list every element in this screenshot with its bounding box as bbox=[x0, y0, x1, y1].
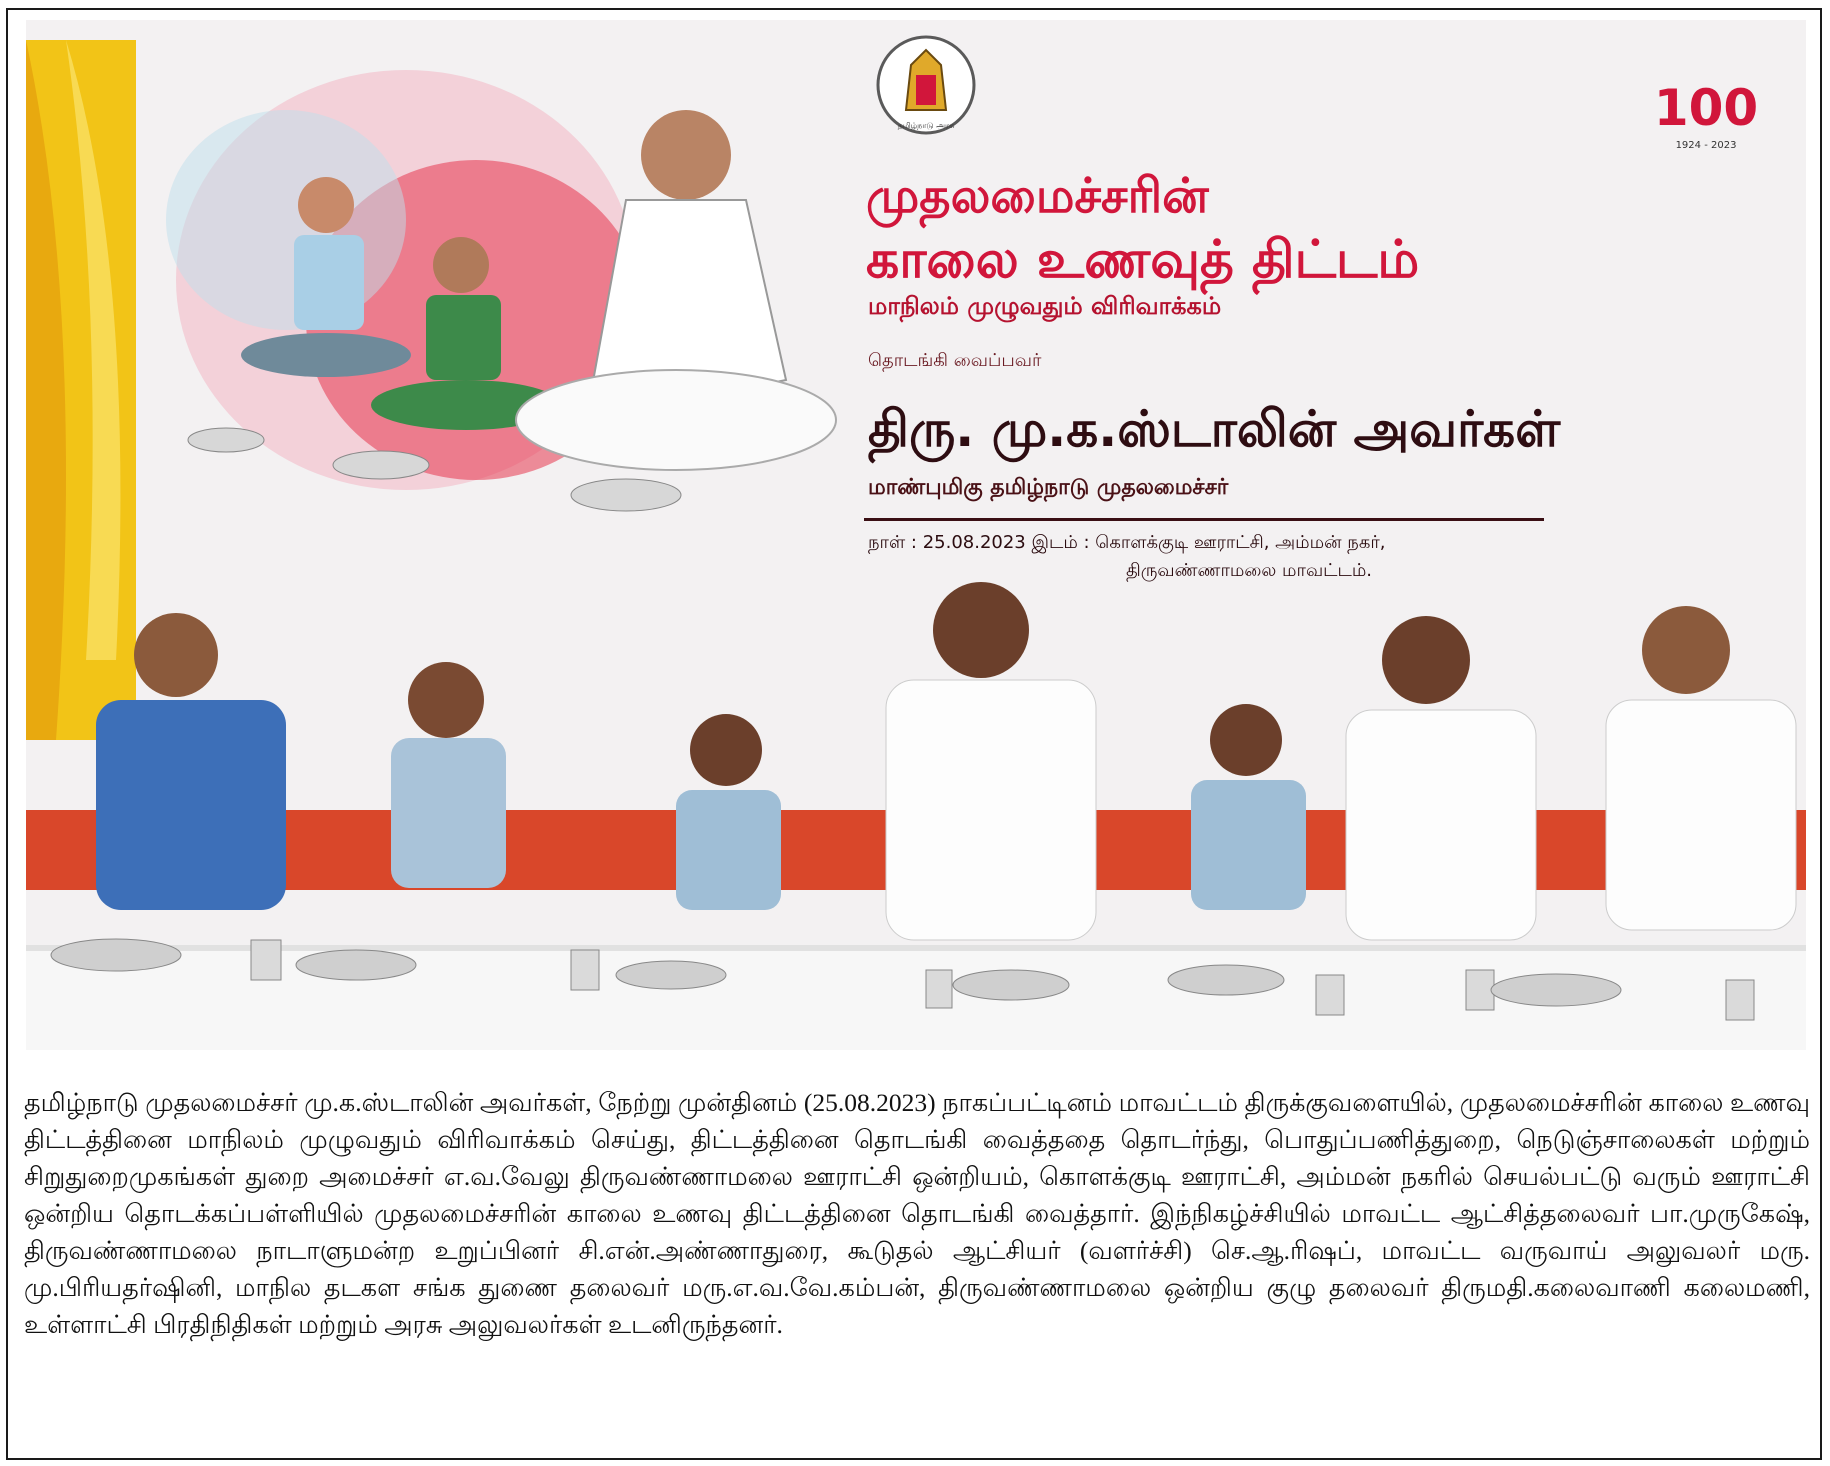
banner-chief-minister-name: திரு. மு.க.ஸ்டாலின் அவர்கள் bbox=[868, 400, 1561, 458]
news-clipping-frame bbox=[6, 8, 1822, 1460]
news-caption: தமிழ்நாடு முதலமைச்சர் மு.க.ஸ்டாலின் அவர்கள், நேற்று முன்தினம் (25.08.2023) நாகப்பட்டினம் மாவட்டம் திருக்குவளையில், முதலமைச்சரின் காலை உணவு திட்டத்தினை மாநிலம் முழுவதும் விரிவாக்கம் செய்து, திட்டத்தினை தொடங்கி வைத்ததை தொடர்ந்து, பொதுப்பணித்துறை, நெடுஞ்சாலைகள் மற்றும் சிறுதுறைமுகங்கள் துறை அமைச்சர் எ.வ.வேலு திருவண்ணாமலை ஊராட்சி ஒன்றியம், கொளக்குடி ஊராட்சி, அம்மன் நகரில் செயல்பட்டு வரும் ஊராட்சி ஒன்றிய தொடக்கப்பள்ளியில் முதலமைச்சரின் காலை உணவு திட்டத்தினை தொடங்கி வைத்தார். இந்நிகழ்ச்சியில் மாவட்ட ஆட்சித்தலைவர் பா.முருகேஷ், திருவண்ணாமலை நாடாளுமன்ற உறுப்பினர் சி.என்.அண்ணாதுரை, கூடுதல் ஆட்சியர் (வளர்ச்சி) செ.ஆ.ரிஷப், மாவட்ட வருவாய் அலுவலர் மரு. மு.பிரியதர்ஷினி, மாநில தடகள சங்க துணை தலைவர் மரு.எ.வ.வே.கம்பன், திருவண்ணாமலை ஒன்றிய குழு தலைவர் திருமதி.கலைவாணி கலைமணி, உள்ளாட்சி பிரதிநிதிகள் மற்றும் அரசு அலுவலர்கள் உடனிருந்தனர். bbox=[24, 1087, 1810, 1339]
banner-title-line1: முதலமைச்சரின் bbox=[866, 168, 1209, 224]
banner-divider bbox=[864, 518, 1544, 521]
svg-text:தமிழ்நாடு அரசு: தமிழ்நாடு அரசு bbox=[897, 121, 955, 130]
svg-text:1924 - 2023: 1924 - 2023 bbox=[1675, 140, 1737, 151]
banner-role: மாண்புமிகு தமிழ்நாடு முதலமைச்சர் bbox=[868, 475, 1229, 500]
banner-place-line2: திருவண்ணாமலை மாவட்டம். bbox=[1126, 560, 1373, 581]
banner-title-line2: காலை உணவுத் திட்டம் bbox=[866, 230, 1420, 290]
banner-date-place: நாள் : 25.08.2023 இடம் : கொளக்குடி ஊராட்சி, அம்மன் நகர், bbox=[868, 532, 1386, 553]
centenary-logo bbox=[1646, 70, 1766, 160]
banner-subtitle: மாநிலம் முழுவதும் விரிவாக்கம் bbox=[868, 292, 1222, 320]
banner-launcher-label: தொடங்கி வைப்பவர் bbox=[868, 350, 1042, 371]
svg-text:100: 100 bbox=[1653, 79, 1759, 137]
state-emblem-logo bbox=[871, 30, 981, 140]
event-photo bbox=[26, 20, 1806, 1050]
